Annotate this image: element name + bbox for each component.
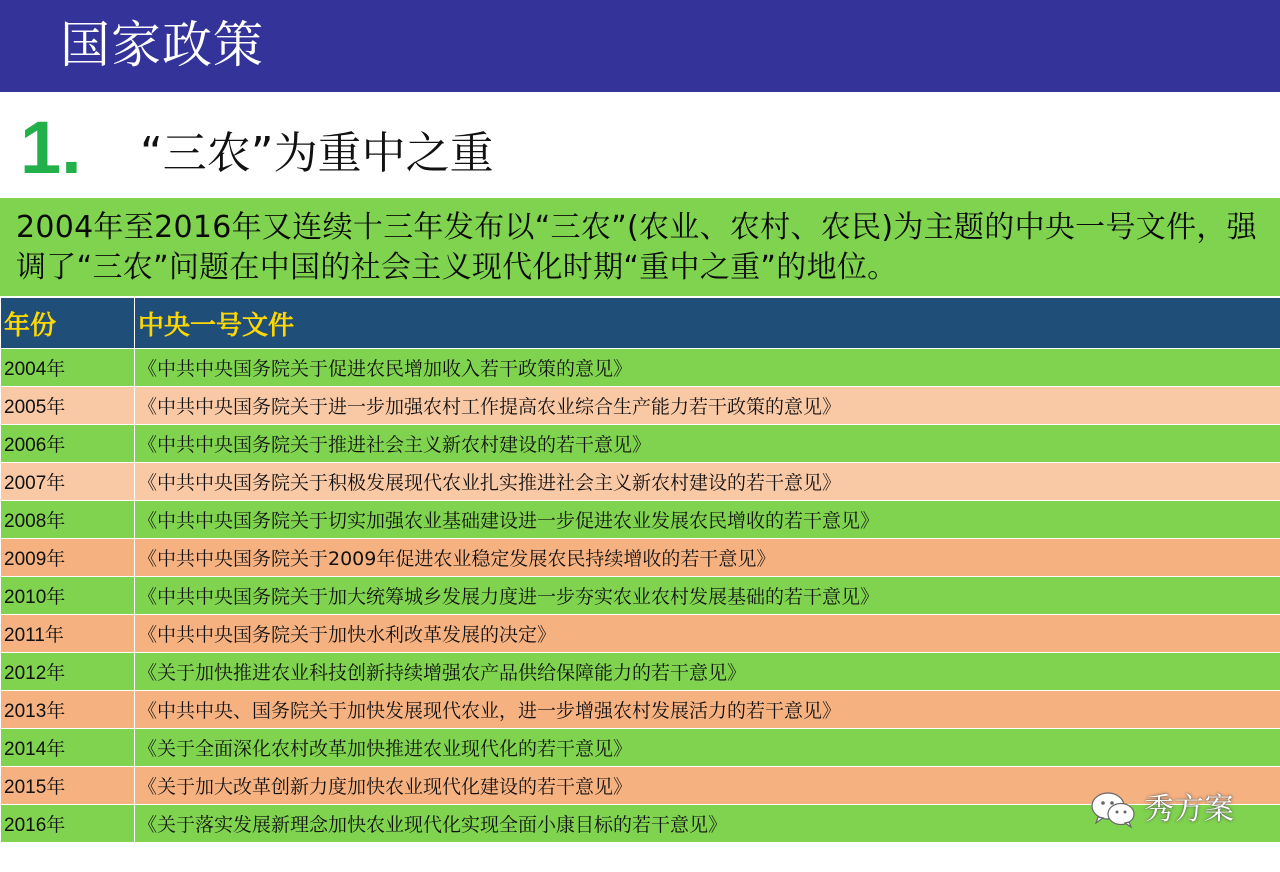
document-cell: 《中共中央国务院关于促进农民增加收入若干政策的意见》 (135, 349, 1280, 387)
document-cell: 《关于全面深化农村改革加快推进农业现代化的若干意见》 (135, 729, 1280, 767)
year-cell: 2013年 (1, 691, 135, 729)
year-cell: 2014年 (1, 729, 135, 767)
table-row (1, 425, 1280, 463)
year-cell: 2005年 (1, 387, 135, 425)
table-row (1, 463, 1280, 501)
watermark-text: 秀方案 (1144, 792, 1234, 827)
document-cell: 《中共中央国务院关于2009年促进农业稳定发展农民持续增收的若干意见》 (135, 539, 1280, 577)
table-header-row (1, 298, 1280, 349)
document-cell: 《关于落实发展新理念加快农业现代化实现全面小康目标的若干意见》 (135, 805, 1280, 843)
document-cell: 《中共中央、国务院关于加快发展现代农业，进一步增强农村发展活力的若干意见》 (135, 691, 1280, 729)
column-header-year: 年份 (1, 298, 135, 349)
table-row (1, 767, 1280, 805)
page-title: 国家政策 (60, 16, 264, 74)
table-row (1, 501, 1280, 539)
intro-text: 2004年至2016年又连续十三年发布以“三农”(农业、农村、农民)为主题的中央一号文件，强调了“三农”问题在中国的社会主义现代化时期“重中之重”的地位。 (16, 210, 1257, 285)
intro-box (0, 198, 1280, 296)
document-cell: 《中共中央国务院关于进一步加强农村工作提高农业综合生产能力若干政策的意见》 (135, 387, 1280, 425)
year-cell: 2010年 (1, 577, 135, 615)
year-cell: 2009年 (1, 539, 135, 577)
table-row (1, 691, 1280, 729)
year-cell: 2015年 (1, 767, 135, 805)
year-cell: 2006年 (1, 425, 135, 463)
document-cell: 《中共中央国务院关于加大统筹城乡发展力度进一步夯实农业农村发展基础的若干意见》 (135, 577, 1280, 615)
column-header-document: 中央一号文件 (135, 298, 1280, 349)
table-row (1, 615, 1280, 653)
document-cell: 《中共中央国务院关于推进社会主义新农村建设的若干意见》 (135, 425, 1280, 463)
table-row (1, 729, 1280, 767)
policy-table (0, 297, 1280, 843)
table-row (1, 539, 1280, 577)
header-bar (0, 0, 1280, 92)
table-row (1, 577, 1280, 615)
table-row (1, 653, 1280, 691)
document-cell: 《中共中央国务院关于加快水利改革发展的决定》 (135, 615, 1280, 653)
year-cell: 2012年 (1, 653, 135, 691)
year-cell: 2011年 (1, 615, 135, 653)
year-cell: 2016年 (1, 805, 135, 843)
year-cell: 2007年 (1, 463, 135, 501)
wechat-icon (1090, 790, 1136, 830)
watermark (1090, 788, 1234, 832)
year-cell: 2004年 (1, 349, 135, 387)
section-number: 1. (20, 106, 82, 189)
section-title: “三农”为重中之重 (140, 128, 494, 179)
table-row (1, 387, 1280, 425)
year-cell: 2008年 (1, 501, 135, 539)
document-cell: 《关于加大改革创新力度加快农业现代化建设的若干意见》 (135, 767, 1280, 805)
table-row (1, 349, 1280, 387)
document-cell: 《中共中央国务院关于积极发展现代农业扎实推进社会主义新农村建设的若干意见》 (135, 463, 1280, 501)
table-row (1, 805, 1280, 843)
document-cell: 《关于加快推进农业科技创新持续增强农产品供给保障能力的若干意见》 (135, 653, 1280, 691)
document-cell: 《中共中央国务院关于切实加强农业基础建设进一步促进农业发展农民增收的若干意见》 (135, 501, 1280, 539)
